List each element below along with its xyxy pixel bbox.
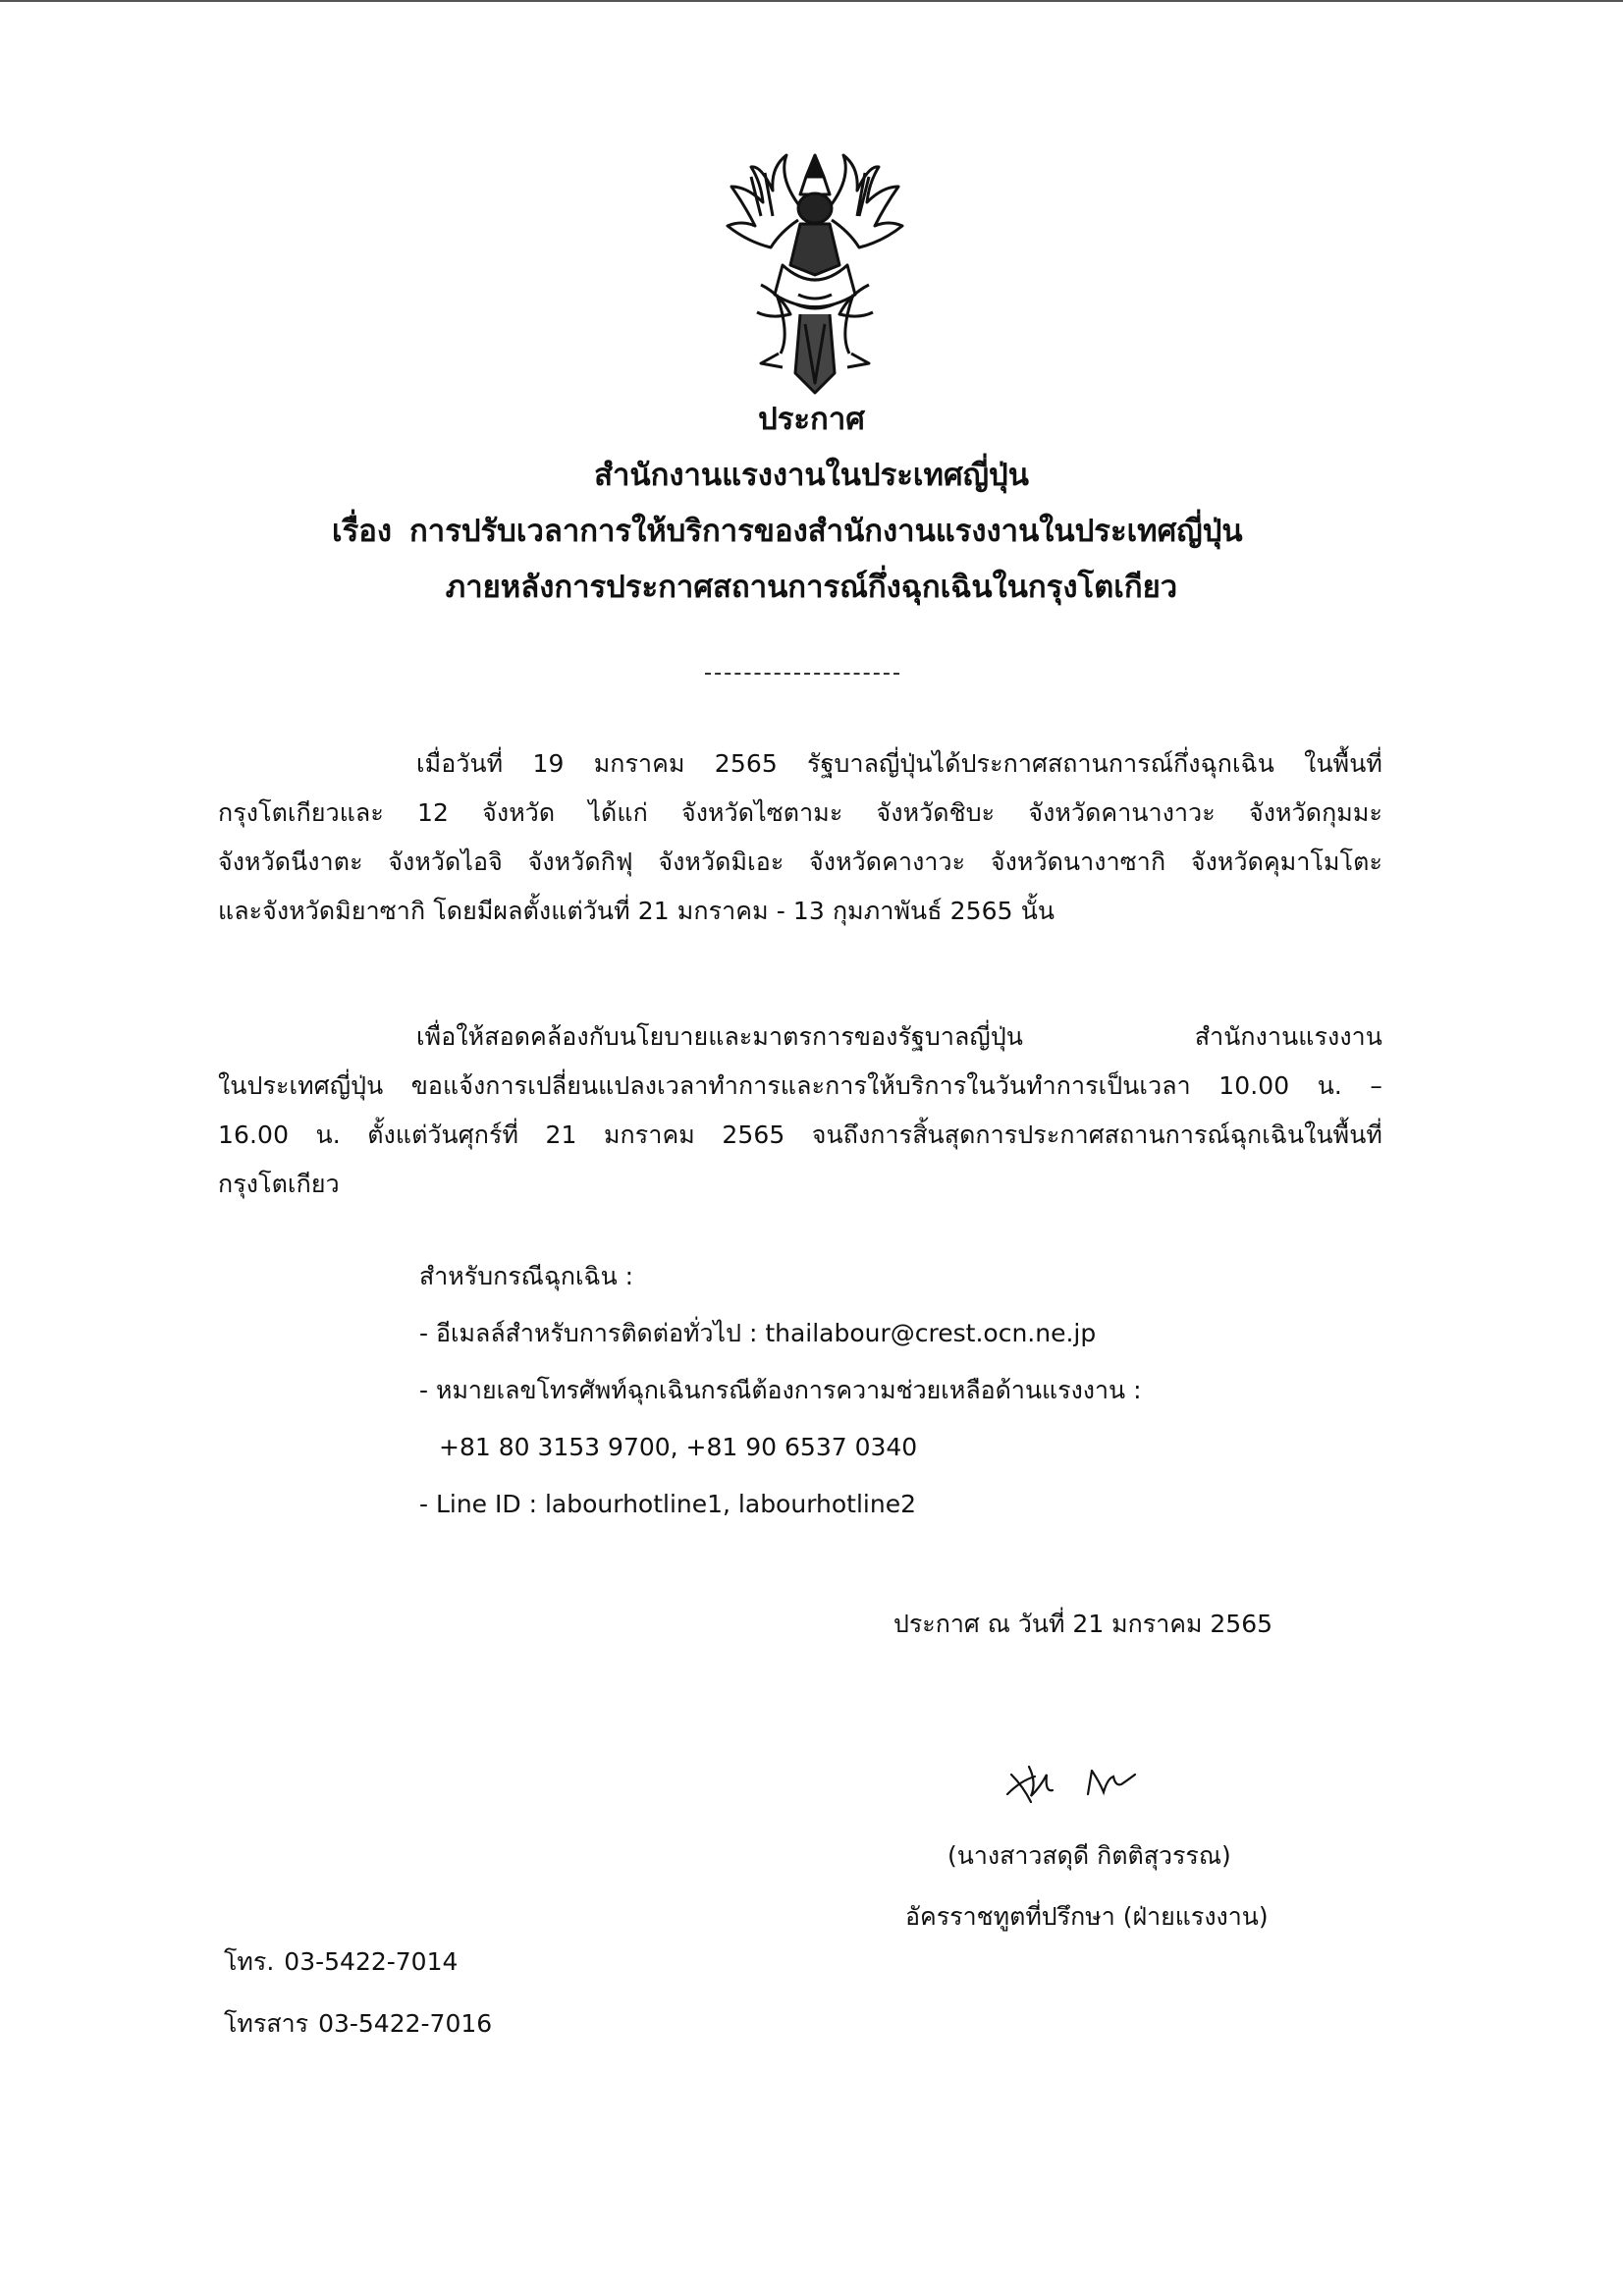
paragraph-line: จังหวัดนีงาตะ จังหวัดไอจิ จังหวัดกิฟุ จังหวัดมิเอะ จังหวัดคางาวะ จังหวัดนางาซากิ จังหวัดคุมาโมโตะ: [218, 847, 1382, 876]
fax: [224, 2011, 492, 2073]
paragraph-line: ในประเทศญี่ปุ่น ขอแจ้งการเปลี่ยนแปลงเวลาทำการและการให้บริการในวันทำการเป็นเวลา 10.00 น. –: [218, 1071, 1382, 1100]
telephone: [224, 1949, 492, 2011]
telephone-label: โทร.: [224, 1947, 275, 1976]
subject-text: การปรับเวลาการให้บริการของสำนักงานแรงงานในประเทศญี่ปุ่น: [409, 514, 1243, 549]
paragraph-line: กรุงโตเกียว: [218, 1170, 340, 1198]
email-contact: - อีเมลล์สำหรับการติดต่อทั่วไป : thailabour@crest.ocn.ne.jp: [419, 1319, 1097, 1347]
subject-continuation: ภายหลังการประกาศสถานการณ์กึ่งฉุกเฉินในกรุงโตเกียว: [445, 570, 1178, 605]
announcement-header: [0, 402, 1623, 629]
scan-edge: [0, 0, 1623, 2]
paragraph-service-hours: [218, 1024, 1382, 1221]
footer-contact: [224, 1949, 492, 2073]
document-type: ประกาศ: [758, 402, 865, 437]
phone-numbers: +81 80 3153 9700, +81 90 6537 0340: [439, 1433, 918, 1461]
signer-title: อัครราชทูตที่ปรึกษา (ฝ่ายแรงงาน): [905, 1902, 1269, 1931]
announcement-date: ประกาศ ณ วันที่ 21 มกราคม 2565: [893, 1610, 1273, 1638]
signer-name: (นางสาวสดุดี กิตติสุวรรณ): [947, 1841, 1231, 1870]
garuda-emblem-icon: [722, 147, 908, 403]
paragraph-line: 16.00 น. ตั้งแต่วันศุกร์ที่ 21 มกราคม 2565 จนถึงการสิ้นสุดการประกาศสถานการณ์ฉุกเฉินในพื้นที่: [218, 1121, 1382, 1149]
fax-number: 03-5422-7016: [318, 2009, 493, 2038]
paragraph-line: เพื่อให้สอดคล้องกับนโยบายและมาตรการของรัฐบาลญี่ปุ่น สำนักงานแรงงาน: [416, 1022, 1382, 1051]
fax-label: โทรสาร: [224, 2009, 309, 2038]
paragraph-line: กรุงโตเกียวและ 12 จังหวัด ได้แก่ จังหวัดไซตามะ จังหวัดชิบะ จังหวัดคานางาวะ จังหวัดกุมมะ: [218, 798, 1382, 827]
line-id-contact: - Line ID : labourhotline1, labourhotline2: [419, 1490, 917, 1518]
paragraph-emergency-declaration: [218, 751, 1382, 948]
telephone-number: 03-5422-7014: [284, 1947, 459, 1976]
signature-icon: [1001, 1753, 1159, 1812]
phone-contact-label: - หมายเลขโทรศัพท์ฉุกเฉินกรณีต้องการความช่วยเหลือด้านแรงงาน :: [419, 1376, 1142, 1404]
subject-label: เรื่อง: [332, 514, 393, 549]
subject-line: [0, 514, 1623, 573]
paragraph-line: และจังหวัดมิยาซากิ โดยมีผลตั้งแต่วันที่ 21 มกราคม - 13 กุมภาพันธ์ 2565 นั้น: [218, 897, 1055, 925]
emergency-contacts: [419, 1264, 1401, 1549]
paragraph-line: เมื่อวันที่ 19 มกราคม 2565 รัฐบาลญี่ปุ่นได้ประกาศสถานการณ์กึ่งฉุกเฉิน ในพื้นที่: [416, 749, 1382, 778]
title-divider: [705, 673, 899, 675]
emergency-heading: สำหรับกรณีฉุกเฉิน :: [419, 1262, 634, 1290]
office-name: สำนักงานแรงงานในประเทศญี่ปุ่น: [594, 458, 1029, 493]
